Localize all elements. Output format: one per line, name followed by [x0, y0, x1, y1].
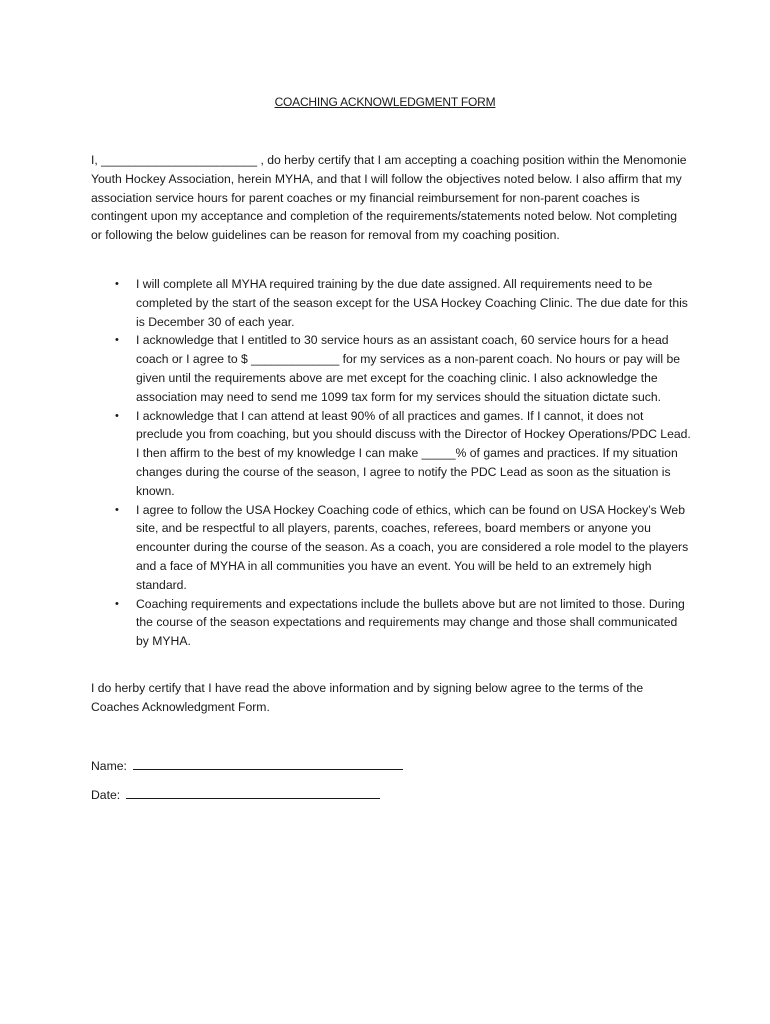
- form-title: COACHING ACKNOWLEDGMENT FORM: [274, 95, 496, 109]
- date-signature-line: [91, 786, 380, 804]
- requirements-list: [91, 275, 691, 651]
- list-item: [91, 501, 691, 595]
- certify-paragraph: I do herby certify that I have read the above information and by signing below agree to the terms of the Coaches Acknowledgment Form.: [91, 681, 644, 714]
- list-item-text: I acknowledge that I entitled to 30 service hours as an assistant coach, 60 service hours for a head coach or I agree to $ _____________ for my services as a non-parent coach. No hours or pay will be given until the requirements above are met except for the coaching clinic. I also acknowledge the association may need to send me 1099 tax form for my services should the situation dictate such.: [136, 333, 681, 404]
- list-item-text: I acknowledge that I can attend at least 90% of all practices and games. If I cannot, it does not preclude you from coaching, but you should discuss with the Director of Hockey Operations/PDC Lead. I then affirm to the best of my knowledge I can make _____% of games and practices. If my situation changes during the course of the season, I agree to notify the PDC Lead as soon as the situation is known.: [136, 408, 691, 498]
- date-field[interactable]: [126, 786, 380, 799]
- name-field[interactable]: [133, 757, 403, 770]
- list-item: [91, 595, 691, 651]
- bullet-icon: •: [115, 503, 119, 516]
- list-item-text: Coaching requirements and expectations include the bullets above but are not limited to those. During the course of the season expectations and requirements may change and those shall communicated by MYHA.: [136, 596, 685, 649]
- bullet-icon: •: [115, 278, 119, 290]
- bullet-icon: •: [115, 409, 119, 422]
- bullet-icon: •: [115, 334, 119, 347]
- name-label: Name:: [91, 759, 127, 773]
- list-item-text: I agree to follow the USA Hockey Coaching code of ethics, which can be found on USA Hockey’s Web site, and be respectful to all players, parents, coaches, referees, board members or anyone you encounter during the course of the season. As a coach, you are considered a role model to the players and a face of MYHA in all communities you have an event. You will be held to an extremely high standard.: [136, 502, 689, 592]
- list-item: [91, 275, 691, 331]
- intro-paragraph: I, _______________________ , do herby certify that I am accepting a coaching position within the Menomonie Youth Hockey Association, herein MYHA, and that I will follow the objectives noted below. I also affirm that my association service hours for parent coaches or my financial reimbursement for non-parent coaches is contingent upon my acceptance and completion of the requirements/statements noted below. Not completing or following the below guidelines can be reason for removal from my coaching position.: [91, 153, 687, 243]
- date-label: Date:: [91, 788, 121, 802]
- list-item: [91, 331, 691, 406]
- bullet-icon: •: [115, 597, 119, 610]
- name-signature-line: [91, 757, 403, 775]
- list-item: [91, 407, 691, 501]
- list-item-text: I will complete all MYHA required training by the due date assigned. All requirements need to be completed by the start of the season except for the USA Hockey Coaching Clinic. The due date for this is December 30 of each year.: [136, 277, 688, 329]
